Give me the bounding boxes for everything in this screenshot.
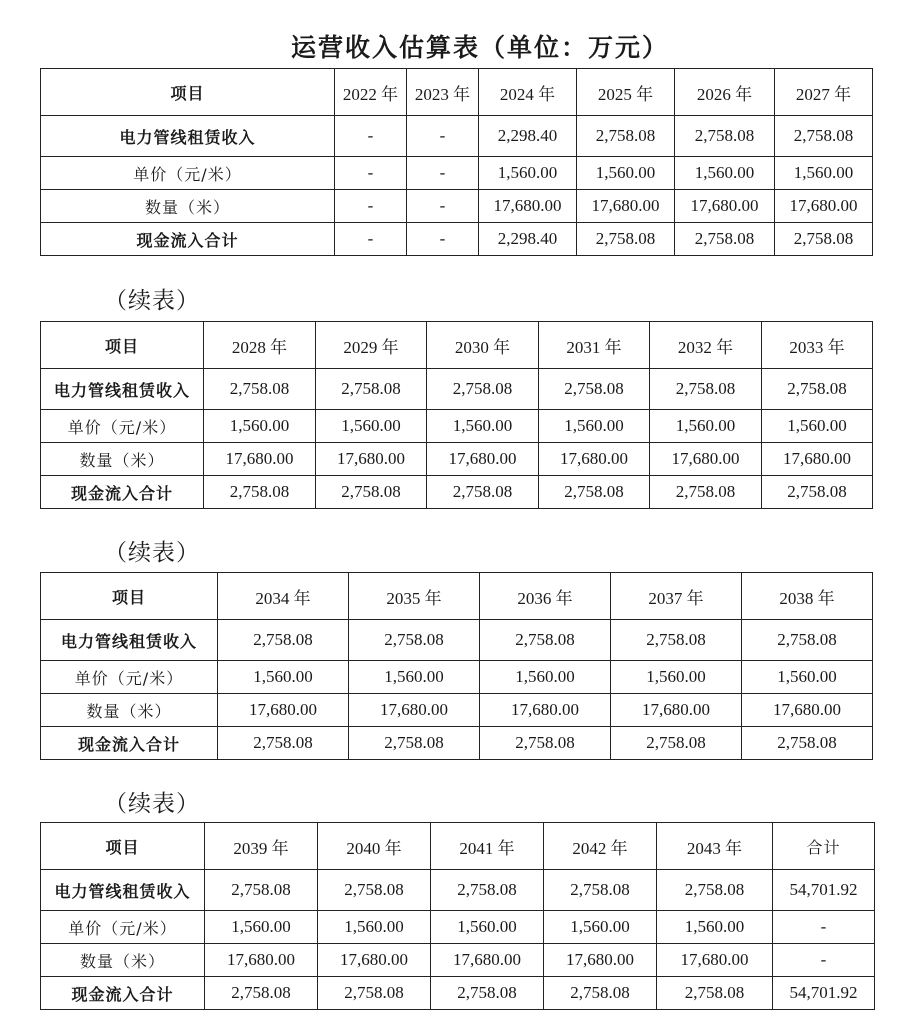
table-row [41, 620, 873, 661]
header-item-label: 项目 [41, 322, 204, 369]
header-item-label: 项目 [41, 573, 218, 620]
table-cell: 17,680.00 [218, 694, 349, 727]
revenue-table-2034-2038 [40, 572, 873, 760]
table-cell: 1,560.00 [539, 410, 650, 443]
table-cell: 2,758.08 [480, 620, 611, 661]
table-cell: - [407, 190, 479, 223]
table-cell: 17,680.00 [762, 443, 873, 476]
table-cell: 2,298.40 [479, 116, 577, 157]
table-cell: 2,758.08 [204, 476, 316, 509]
table-cell: 2,758.08 [544, 977, 657, 1010]
header-cell: 2036 年 [480, 573, 611, 620]
row-label-cash-inflow-total: 现金流入合计 [41, 977, 205, 1010]
table-row [41, 157, 873, 190]
table-cell: 2,758.08 [650, 369, 762, 410]
table-cell: 2,758.08 [316, 476, 427, 509]
table-cell: 2,758.08 [218, 727, 349, 760]
header-cell: 2033 年 [762, 322, 873, 369]
table-cell: 17,680.00 [480, 694, 611, 727]
row-label-cash-inflow-total: 现金流入合计 [41, 223, 335, 256]
table-cell: 54,701.92 [773, 977, 875, 1010]
table-cell: 2,758.08 [539, 476, 650, 509]
header-cell: 2022 年 [335, 69, 407, 116]
table-cell: 17,680.00 [205, 944, 318, 977]
table-cell: - [407, 157, 479, 190]
continued-label: （续表） [104, 288, 200, 314]
table-cell: - [773, 911, 875, 944]
table-cell: 2,758.08 [762, 369, 873, 410]
table-cell: 1,560.00 [775, 157, 873, 190]
table-cell: 2,758.08 [349, 620, 480, 661]
continued-label: （续表） [104, 791, 200, 817]
table-row [41, 116, 873, 157]
table-cell: 1,560.00 [611, 661, 742, 694]
table-cell: 2,298.40 [479, 223, 577, 256]
continued-label: （续表） [104, 540, 200, 566]
table-row [41, 727, 873, 760]
table-cell: 1,560.00 [657, 911, 773, 944]
table-cell: 2,758.08 [650, 476, 762, 509]
header-cell: 2037 年 [611, 573, 742, 620]
revenue-table-2028-2033 [40, 321, 873, 509]
table-cell: 2,758.08 [775, 116, 873, 157]
table-row [41, 870, 875, 911]
table-cell: 2,758.08 [675, 223, 775, 256]
table-cell: 2,758.08 [611, 727, 742, 760]
table-row [41, 369, 873, 410]
table-cell: 2,758.08 [742, 620, 873, 661]
header-cell: 2039 年 [205, 823, 318, 870]
table-cell: 17,680.00 [611, 694, 742, 727]
table-row [41, 694, 873, 727]
header-item-label: 项目 [41, 823, 205, 870]
row-label-lease-income: 电力管线租赁收入 [41, 116, 335, 157]
table-cell: 2,758.08 [431, 977, 544, 1010]
table-cell: 1,560.00 [544, 911, 657, 944]
page-title: 运营收入估算表（单位：万元） [290, 33, 669, 62]
table-row [41, 443, 873, 476]
table-cell: 17,680.00 [349, 694, 480, 727]
table-cell: 2,758.08 [205, 870, 318, 911]
table-cell: 17,680.00 [316, 443, 427, 476]
row-label-lease-income: 电力管线租赁收入 [41, 369, 204, 410]
header-cell: 2027 年 [775, 69, 873, 116]
header-cell: 2031 年 [539, 322, 650, 369]
row-label-unit-price: 单价（元/米） [41, 157, 335, 190]
header-cell: 2023 年 [407, 69, 479, 116]
header-item-label: 项目 [41, 69, 335, 116]
header-cell: 2041 年 [431, 823, 544, 870]
row-label-unit-price: 单价（元/米） [41, 911, 205, 944]
table-cell: - [335, 157, 407, 190]
table-row [41, 476, 873, 509]
table-cell: - [335, 116, 407, 157]
header-cell: 2042 年 [544, 823, 657, 870]
table-header-row [41, 69, 873, 116]
table-cell: 2,758.08 [577, 116, 675, 157]
revenue-table-2022-2027 [40, 68, 873, 256]
table-cell: 2,758.08 [577, 223, 675, 256]
table-cell: 2,758.08 [775, 223, 873, 256]
row-label-quantity: 数量（米） [41, 443, 204, 476]
table-cell: 17,680.00 [650, 443, 762, 476]
header-cell-total: 合计 [773, 823, 875, 870]
row-label-quantity: 数量（米） [41, 944, 205, 977]
header-cell: 2043 年 [657, 823, 773, 870]
table-cell: 17,680.00 [775, 190, 873, 223]
table-cell: - [335, 190, 407, 223]
table-cell: 1,560.00 [205, 911, 318, 944]
table-cell: 17,680.00 [479, 190, 577, 223]
table-cell: 2,758.08 [539, 369, 650, 410]
table-cell: 1,560.00 [218, 661, 349, 694]
table-cell: 17,680.00 [427, 443, 539, 476]
table-header-row [41, 322, 873, 369]
table-cell: 1,560.00 [742, 661, 873, 694]
header-cell: 2026 年 [675, 69, 775, 116]
table-row [41, 223, 873, 256]
table-cell: 2,758.08 [657, 870, 773, 911]
header-cell: 2038 年 [742, 573, 873, 620]
table-row [41, 911, 875, 944]
table-cell: 2,758.08 [480, 727, 611, 760]
table-cell: 2,758.08 [318, 977, 431, 1010]
table-row [41, 977, 875, 1010]
header-cell: 2032 年 [650, 322, 762, 369]
table-cell: 17,680.00 [544, 944, 657, 977]
table-cell: 2,758.08 [218, 620, 349, 661]
table-cell: 1,560.00 [427, 410, 539, 443]
table-cell: 17,680.00 [577, 190, 675, 223]
row-label-quantity: 数量（米） [41, 190, 335, 223]
table-cell: 2,758.08 [762, 476, 873, 509]
table-cell: 2,758.08 [427, 369, 539, 410]
header-cell: 2024 年 [479, 69, 577, 116]
row-label-lease-income: 电力管线租赁收入 [41, 620, 218, 661]
table-cell: - [407, 116, 479, 157]
table-cell: - [335, 223, 407, 256]
table-cell: 2,758.08 [431, 870, 544, 911]
table-cell: 17,680.00 [675, 190, 775, 223]
table-cell: 2,758.08 [204, 369, 316, 410]
table-header-row [41, 573, 873, 620]
table-cell: 2,758.08 [205, 977, 318, 1010]
header-cell: 2028 年 [204, 322, 316, 369]
table-cell: 2,758.08 [318, 870, 431, 911]
table-row [41, 190, 873, 223]
table-cell: 2,758.08 [427, 476, 539, 509]
header-cell: 2034 年 [218, 573, 349, 620]
table-cell: 2,758.08 [657, 977, 773, 1010]
table-row [41, 661, 873, 694]
table-cell: 1,560.00 [204, 410, 316, 443]
table-cell: 1,560.00 [577, 157, 675, 190]
table-header-row [41, 823, 875, 870]
table-cell: 1,560.00 [431, 911, 544, 944]
table-cell: 2,758.08 [611, 620, 742, 661]
row-label-lease-income: 电力管线租赁收入 [41, 870, 205, 911]
table-cell: 54,701.92 [773, 870, 875, 911]
table-cell: 1,560.00 [316, 410, 427, 443]
header-cell: 2025 年 [577, 69, 675, 116]
table-cell: 1,560.00 [318, 911, 431, 944]
row-label-unit-price: 单价（元/米） [41, 410, 204, 443]
row-label-quantity: 数量（米） [41, 694, 218, 727]
row-label-unit-price: 单价（元/米） [41, 661, 218, 694]
table-cell: 1,560.00 [762, 410, 873, 443]
table-cell: 2,758.08 [349, 727, 480, 760]
table-row [41, 410, 873, 443]
row-label-cash-inflow-total: 现金流入合计 [41, 476, 204, 509]
table-cell: 17,680.00 [539, 443, 650, 476]
header-cell: 2035 年 [349, 573, 480, 620]
header-cell: 2029 年 [316, 322, 427, 369]
table-cell: 17,680.00 [657, 944, 773, 977]
table-cell: 1,560.00 [349, 661, 480, 694]
table-cell: - [773, 944, 875, 977]
table-row [41, 944, 875, 977]
table-cell: 17,680.00 [318, 944, 431, 977]
revenue-table-2039-2043-total [40, 822, 875, 1010]
table-cell: 1,560.00 [479, 157, 577, 190]
table-cell: - [407, 223, 479, 256]
table-cell: 1,560.00 [480, 661, 611, 694]
table-cell: 2,758.08 [316, 369, 427, 410]
table-cell: 2,758.08 [742, 727, 873, 760]
table-cell: 2,758.08 [675, 116, 775, 157]
row-label-cash-inflow-total: 现金流入合计 [41, 727, 218, 760]
table-cell: 2,758.08 [544, 870, 657, 911]
table-cell: 17,680.00 [204, 443, 316, 476]
header-cell: 2030 年 [427, 322, 539, 369]
header-cell: 2040 年 [318, 823, 431, 870]
table-cell: 1,560.00 [675, 157, 775, 190]
table-cell: 17,680.00 [742, 694, 873, 727]
table-cell: 17,680.00 [431, 944, 544, 977]
table-cell: 1,560.00 [650, 410, 762, 443]
